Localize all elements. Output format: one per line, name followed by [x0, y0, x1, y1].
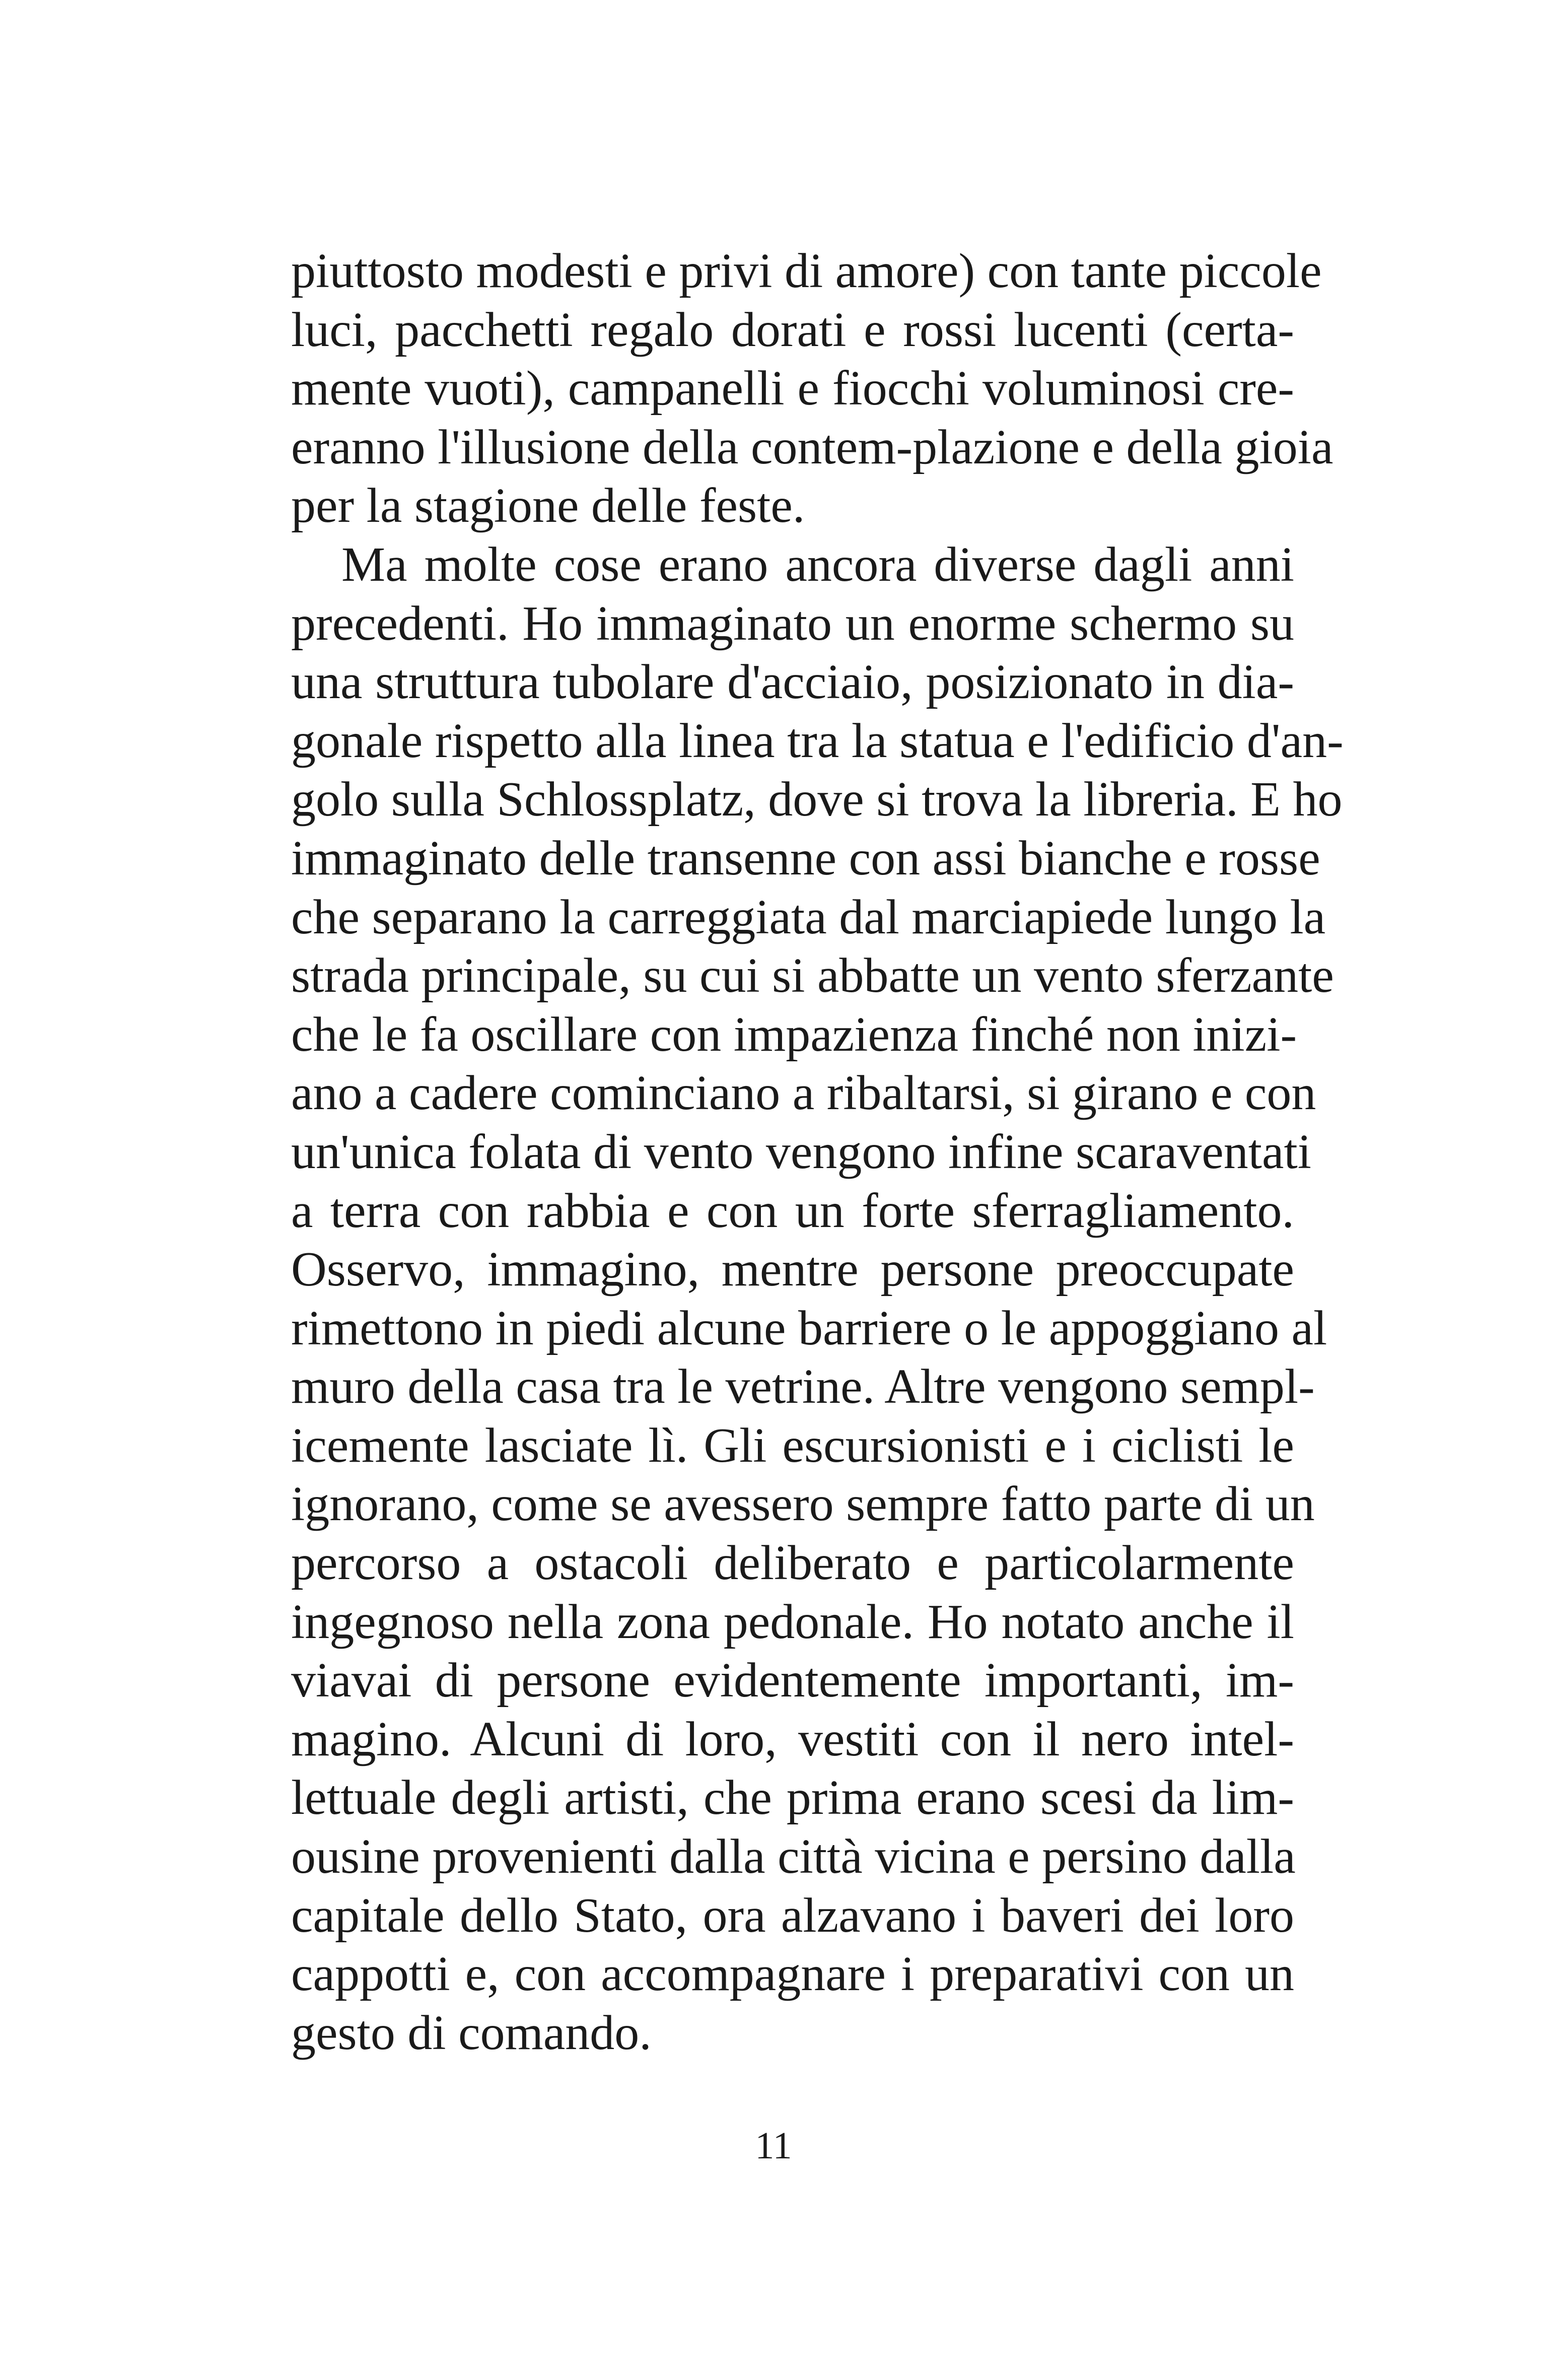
text-line: che le fa oscillare con impazienza finché non inizi- — [291, 1007, 1297, 1062]
text-line: un'unica folata di vento vengono infine scaraventati — [291, 1124, 1311, 1179]
text-line: magino. Alcuni di loro, vestiti con il nero intel- — [291, 1712, 1294, 1766]
text-line: Osservo, immagino, mentre persone preoccupate — [291, 1242, 1294, 1297]
text-line: per la stagione delle feste. — [291, 479, 805, 533]
paragraph-1 — [291, 242, 1333, 535]
text-line: capitale dello Stato, ora alzavano i baveri dei loro — [291, 1888, 1294, 1943]
text-line: cappotti e, con accompagnare i preparativi con un — [291, 1947, 1294, 2002]
text-line: ingegnoso nella zona pedonale. Ho notato anche il — [291, 1594, 1294, 1649]
body-text — [291, 242, 1344, 2062]
text-line: piuttosto modesti e privi di amore) con tante piccole — [291, 244, 1322, 298]
text-line: ignorano, come se avessero sempre fatto parte di un — [291, 1477, 1315, 1532]
text-line: che separano la carreggiata dal marciapiede lungo la — [291, 890, 1326, 944]
text-line: icemente lasciate lì. Gli escursionisti e i ciclisti le — [291, 1418, 1294, 1473]
text-line: immaginato delle transenne con assi bianche e rosse — [291, 831, 1320, 886]
text-line: golo sulla Schlossplatz, dove si trova la libreria. E ho — [291, 772, 1343, 827]
text-line: precedenti. Ho immaginato un enorme schermo su — [291, 596, 1294, 651]
text-line: strada principale, su cui si abbatte un vento sferzante — [291, 948, 1334, 1003]
page-number: 11 — [755, 2125, 792, 2167]
text-line: rimettono in piedi alcune barriere o le appoggiano al — [291, 1301, 1327, 1355]
text-line: mente vuoti), campanelli e fiocchi voluminosi cre- — [291, 361, 1294, 416]
text-line: gonale rispetto alla linea tra la statua e l'edificio d'an- — [291, 713, 1344, 768]
text-line: luci, pacchetti regalo dorati e rossi lucenti (certa- — [291, 302, 1294, 357]
text-line: ousine provenienti dalla città vicina e persino dalla — [291, 1829, 1296, 1884]
text-line: a terra con rabbia e con un forte sferragliamento. — [291, 1183, 1294, 1238]
text-line: eranno l'illusione della contem-plazione e della gioia — [291, 420, 1333, 474]
text-line: gesto di comando. — [291, 2005, 652, 2060]
text-line: ano a cadere cominciano a ribaltarsi, si girano e con — [291, 1066, 1316, 1121]
text-line: muro della casa tra le vetrine. Altre vengono sempl- — [291, 1359, 1315, 1414]
text-line: una struttura tubolare d'acciaio, posizionato in dia- — [291, 655, 1294, 710]
text-line: Ma molte cose erano ancora diverse dagli anni — [341, 537, 1294, 592]
text-line: viavai di persone evidentemente importanti, im- — [291, 1653, 1294, 1708]
text-line: percorso a ostacoli deliberato e particolarmente — [291, 1536, 1294, 1591]
paragraph-2 — [291, 535, 1344, 2062]
text-line: lettuale degli artisti, che prima erano scesi da lim- — [291, 1771, 1294, 1825]
